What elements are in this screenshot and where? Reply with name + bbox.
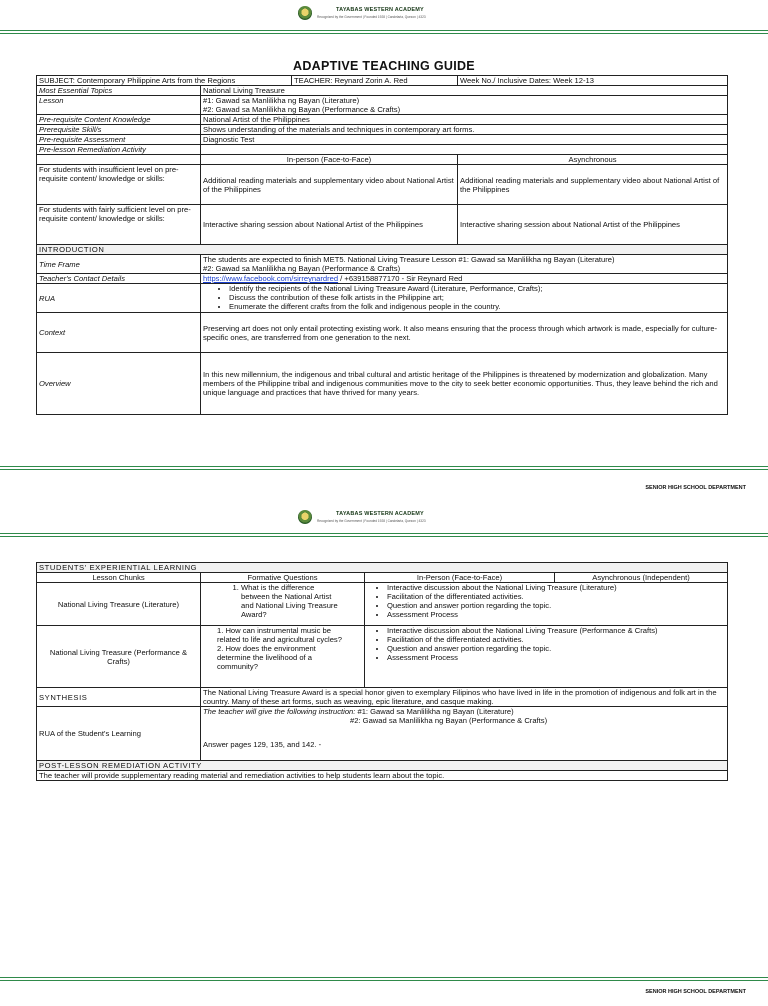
- footer-rule: [0, 466, 768, 470]
- list-item: • Question and answer portion regarding the topic.: [387, 644, 725, 653]
- teacher-cell: TEACHER: Reynard Zorin A. Red: [292, 76, 458, 86]
- list-item: 1. What is the difference between the National Artist and National Living Treasure Award?: [241, 583, 344, 619]
- school-recognition: Recognized by the Government | Founded 1928 | Candelaria, Quezon | 4323: [317, 15, 426, 19]
- table-row: [37, 86, 728, 96]
- row-label: Overview: [37, 353, 201, 415]
- lesson-line-2: #2: Gawad sa Manlilikha ng Bayan (Performance & Crafts): [203, 105, 401, 114]
- table-row: [37, 688, 728, 707]
- chunk-performance-questions: [201, 626, 365, 688]
- row-label: Pre-requisite Assessment: [37, 135, 201, 145]
- table-row: [37, 626, 728, 688]
- post-lesson-header: POST-LESSON REMEDIATION ACTIVITY: [37, 761, 728, 771]
- row-label: Lesson: [37, 96, 201, 115]
- row-label: Pre-lesson Remediation Activity: [37, 145, 201, 155]
- row-label: Context: [37, 313, 201, 353]
- timeframe-line-2: #2: Gawad sa Manlilikha ng Bayan (Performance & Crafts): [203, 264, 401, 273]
- row-label: RUA: [37, 284, 201, 313]
- rua-student-value: [201, 707, 728, 761]
- school-logo-icon: [298, 6, 312, 20]
- guide-table: [36, 75, 728, 415]
- experiential-header: STUDENTS' EXPERIENTIAL LEARNING: [37, 563, 728, 573]
- table-row: [37, 125, 728, 135]
- week-cell: Week No./ Inclusive Dates: Week 12-13: [458, 76, 728, 86]
- list-item: • Interactive discussion about the National Living Treasure (Performance & Crafts): [387, 626, 725, 635]
- table-row: [37, 255, 728, 274]
- introduction-header-row: [37, 245, 728, 255]
- table-row: [37, 771, 728, 781]
- school-name: TAYABAS WESTERN ACADEMY: [336, 511, 424, 517]
- subject-cell: SUBJECT: Contemporary Philippine Arts from the Regions: [37, 76, 292, 86]
- insufficient-async: Additional reading materials and supplementary video about National Artist of the Philippines: [458, 165, 728, 205]
- async-header: Asynchronous: [458, 155, 728, 165]
- page-2: [0, 503, 768, 1006]
- col-lesson-chunks: Lesson Chunks: [37, 573, 201, 583]
- table-row: [37, 707, 728, 761]
- table-row: [37, 165, 728, 205]
- department-label: SENIOR HIGH SCHOOL DEPARTMENT: [645, 989, 746, 995]
- list-item: • Assessment Process: [387, 610, 725, 619]
- col-formative: Formative Questions: [201, 573, 365, 583]
- rua-instruction-line: [203, 707, 725, 716]
- row-value: [201, 96, 728, 115]
- inperson-header: In-person (Face-to-Face): [201, 155, 458, 165]
- table-row: [37, 145, 728, 155]
- list-item: • Interactive discussion about the National Living Treasure (Literature): [387, 583, 725, 592]
- table-row: [37, 115, 728, 125]
- list-item: • Facilitation of the differentiated activities.: [387, 635, 725, 644]
- row-label: Time Frame: [37, 255, 201, 274]
- col-inperson: In-Person (Face-to-Face): [365, 573, 555, 583]
- sufficient-inperson: Interactive sharing session about National Artist of the Philippines: [201, 205, 458, 245]
- chunk-literature-questions: [201, 583, 365, 626]
- page-title: ADAPTIVE TEACHING GUIDE: [293, 59, 475, 73]
- row-value: National Living Treasure: [201, 86, 728, 96]
- list-item: • Assessment Process: [387, 653, 725, 662]
- rua-item-2: #2: Gawad sa Manlilikha ng Bayan (Performance & Crafts): [350, 716, 548, 725]
- row-label: Most Essential Topics: [37, 86, 201, 96]
- blank-cell: [37, 155, 201, 165]
- row-label: Teacher's Contact Details: [37, 274, 201, 284]
- column-header-row: [37, 573, 728, 583]
- list-item: • Identify the recipients of the National Living Treasure Award (Literature, Performance, Crafts);: [229, 284, 725, 293]
- lesson-line-1: #1: Gawad sa Manlilikha ng Bayan (Literature): [203, 96, 360, 105]
- synthesis-value: The National Living Treasure Award is a special honor given to exemplary Filipinos who have lived in life in the promotion of indigenous and folk art in the country. Many of these art forms, such as weaving, epic literature, and casque making.: [201, 688, 728, 707]
- timeframe-line-1: The students are expected to finish MET5. National Living Treasure Lesson #1: Gawad sa Manlilikha ng Bayan (Literature): [203, 255, 615, 264]
- school-name: TAYABAS WESTERN ACADEMY: [336, 7, 424, 13]
- sufficient-label: For students with fairly sufficient level on pre-requisite content/ knowledge or skills:: [37, 205, 201, 245]
- rua-answer: Answer pages 129, 135, and 142. -: [203, 740, 322, 749]
- footer-rule: [0, 977, 768, 981]
- table-row: [37, 583, 728, 626]
- rua-student-label: RUA of the Student's Learning: [37, 707, 201, 761]
- facebook-link[interactable]: https://www.facebook.com/sirreynardred: [203, 274, 339, 283]
- department-label: SENIOR HIGH SCHOOL DEPARTMENT: [645, 485, 746, 491]
- row-value: [201, 284, 728, 313]
- row-value: [201, 274, 728, 284]
- chunk-performance-activities: [365, 626, 728, 688]
- question-2: 2. How does the environment determine the livelihood of a community?: [217, 644, 316, 671]
- introduction-header: INTRODUCTION: [37, 245, 728, 255]
- chunk-literature: National Living Treasure (Literature): [37, 583, 201, 626]
- list-item: • Discuss the contribution of these folk artists in the Philippine art;: [229, 293, 725, 302]
- table-row: [37, 205, 728, 245]
- rua-item-1: #1: Gawad sa Manlilikha ng Bayan (Literature): [355, 707, 514, 716]
- meta-row: [37, 76, 728, 86]
- row-value: [201, 145, 728, 155]
- col-async: Asynchronous (Independent): [555, 573, 728, 583]
- row-label: Prerequisite Skill/s: [37, 125, 201, 135]
- list-item: • Facilitation of the differentiated activities.: [387, 592, 725, 601]
- header-rule: [0, 30, 768, 34]
- table-row: [37, 274, 728, 284]
- remediation-header-row: [37, 155, 728, 165]
- chunk-performance: National Living Treasure (Performance & Crafts): [37, 626, 201, 688]
- post-lesson-header-row: [37, 761, 728, 771]
- question-1: 1. How can instrumental music be related to life and agricultural cycles?: [217, 626, 342, 644]
- insufficient-label: For students with insufficient level on pre-requisite content/ knowledge or skills:: [37, 165, 201, 205]
- overview-value: In this new millennium, the indigenous and tribal cultural and artistic heritage of the Philippines is threatened by modernization and globalization. Many members of the Philippine tribal and indigenous communities move to the city to seek better economic opportunities. Thus, they leave behind the rich and unique language and practices that have thrived for many years.: [201, 353, 728, 415]
- row-value: National Artist of the Philippines: [201, 115, 728, 125]
- table-row: [37, 353, 728, 415]
- insufficient-inperson: Additional reading materials and supplementary video about National Artist of the Philippines: [201, 165, 458, 205]
- context-value: Preserving art does not only entail protecting existing work. It also means ensuring that the process through which artwork is made, especially for culture-specific ones, are transferred from one generation to the next.: [201, 313, 728, 353]
- rua-instruction: The teacher will give the following instruction:: [203, 707, 356, 716]
- table-row: [37, 313, 728, 353]
- school-recognition: Recognized by the Government | Founded 1928 | Candelaria, Quezon | 4323: [317, 519, 426, 523]
- experiential-table: [36, 562, 728, 781]
- table-row: [37, 96, 728, 115]
- sufficient-async: Interactive sharing session about National Artist of the Philippines: [458, 205, 728, 245]
- row-value: [201, 255, 728, 274]
- post-lesson-value: The teacher will provide supplementary reading material and remediation activities to help students learn about the topic.: [37, 771, 728, 781]
- row-label: Pre-requisite Content Knowledge: [37, 115, 201, 125]
- contact-phone: / +639158877170 - Sir Reynard Red: [338, 274, 463, 283]
- row-value: Shows understanding of the materials and techniques in contemporary art forms.: [201, 125, 728, 135]
- table-row: [37, 135, 728, 145]
- list-item: • Enumerate the different crafts from the folk and indigenous people in the country.: [229, 302, 725, 311]
- experiential-header-row: [37, 563, 728, 573]
- list-item: • Question and answer portion regarding the topic.: [387, 601, 725, 610]
- chunk-literature-activities: [365, 583, 728, 626]
- table-row: [37, 284, 728, 313]
- school-logo-icon: [298, 510, 312, 524]
- header-rule: [0, 533, 768, 537]
- synthesis-label: SYNTHESIS: [37, 688, 201, 707]
- row-value: Diagnostic Test: [201, 135, 728, 145]
